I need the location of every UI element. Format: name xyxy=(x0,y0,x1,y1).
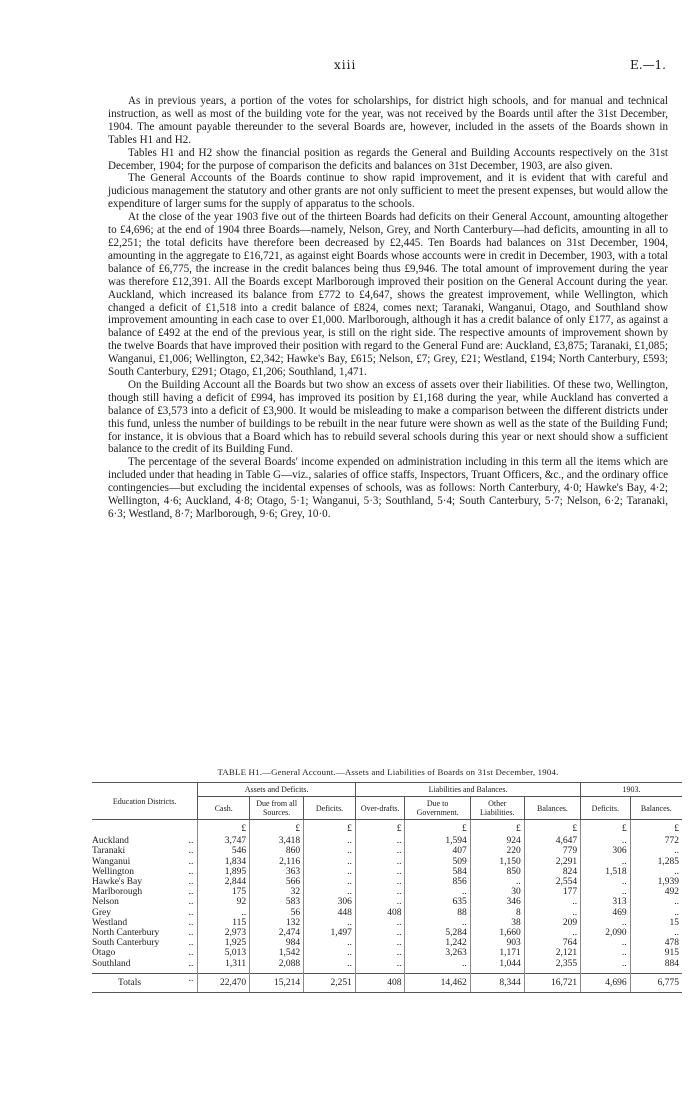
district-name: Wellington .. xyxy=(92,866,194,877)
table-row xyxy=(92,877,682,887)
table-row xyxy=(92,897,682,907)
cell-deficits-1903: .. xyxy=(581,857,631,867)
cell-due-gov: .. xyxy=(405,959,470,969)
table-row xyxy=(92,908,682,918)
table-row xyxy=(92,846,682,856)
cell-cash: 92 xyxy=(198,897,250,907)
district-name: Westland .. xyxy=(92,917,194,928)
total-overdrafts: 408 xyxy=(355,973,405,992)
cell-due-from: 566 xyxy=(250,877,304,887)
cell-deficits: 1,497 xyxy=(304,928,356,938)
total-deficits-1903: 4,696 xyxy=(581,973,631,992)
district-name: Wanganui .. xyxy=(92,856,194,867)
cell-overdrafts: .. xyxy=(355,846,405,856)
cell-deficits-1903: .. xyxy=(581,948,631,958)
cell-cash: 546 xyxy=(198,846,250,856)
cell-due-from: 363 xyxy=(250,867,304,877)
cell-balances: .. xyxy=(524,908,580,918)
cell-cash: 115 xyxy=(198,918,250,928)
paragraph: On the Building Account all the Boards but two show an excess of assets over their liabilities. Of these two, Wellington, though still having a deficit of £994, has improved its position by £1,168 during the year, while Auckland has converted a balance of £3,573 into a deficit of £3,900. It would be misleading to make a comparison between the different districts under this fund, unless the number of buildings to be rebuilt in the near future were shown as well as the state of the Building Fund; for instance, it is obvious that a Board which has to rebuild several schools during this year or next should show a sufficient balance to the credit of its Building Fund. xyxy=(108,378,668,456)
cell-due-from: 2,116 xyxy=(250,857,304,867)
cell-balances-1903: 884 xyxy=(630,959,682,969)
paragraph: As in previous years, a portion of the votes for scholarships, for district high schools, and for manual and technical instruction, as well as most of the building vote for the year, was not received by the Boards until after the 31st December, 1904. The amount payable thereunder to the several Boards are, however, included in the assets of the Boards shown in Tables H1 and H2. xyxy=(108,95,668,146)
cell-other-liab: 1,150 xyxy=(470,857,524,867)
cell-deficits-1903: .. xyxy=(581,836,631,846)
cell-balances-1903: 915 xyxy=(630,948,682,958)
cell-deficits: .. xyxy=(304,857,356,867)
cell-balances-1903: 15 xyxy=(630,918,682,928)
cell-overdrafts: .. xyxy=(355,897,405,907)
cell-other-liab: 1,044 xyxy=(470,959,524,969)
cell-other-liab: 8 xyxy=(470,908,524,918)
cell-balances: 2,121 xyxy=(524,948,580,958)
cell-cash: 3,747 xyxy=(198,836,250,846)
cell-due-from: 56 xyxy=(250,908,304,918)
paragraph: The percentage of the several Boards' income expended on administration including in this term all the items which are included under that heading in Table G—viz., salaries of office staffs, Inspectors, Truant Officers, &c., and the ordinary office contingencies—but excluding the incidental expenses of schools, was as follows: North Canterbury, 4·0; Hawke's Bay, 4·2; Wellington, 4·6; Auckland, 4·8; Otago, 5·1; Wanganui, 5·3; Southland, 5·4; South Canterbury, 5·7; Nelson, 6·2; Taranaki, 6·3; Westland, 8·7; Marlborough, 9·6; Grey, 10·0. xyxy=(108,456,668,520)
cell-due-gov: 856 xyxy=(405,877,470,887)
cell-balances-1903: 1,939 xyxy=(630,877,682,887)
cell-balances: 824 xyxy=(524,867,580,877)
cell-balances: .. xyxy=(524,897,580,907)
cell-overdrafts: .. xyxy=(355,877,405,887)
unit-label: £ xyxy=(304,820,356,837)
cell-balances-1903: 478 xyxy=(630,938,682,948)
cell-overdrafts: .. xyxy=(355,857,405,867)
column-header-balances: Balances. xyxy=(524,797,580,820)
table-row xyxy=(92,938,682,948)
cell-deficits-1903: 2,090 xyxy=(581,928,631,938)
paragraph: The General Accounts of the Boards continue to show rapid improvement, and it is evident that with careful and judicious management the statutory and other grants are not only sufficient to meet the present expenses, but would allow the expenditure of larger sums for the supply of apparatus to the schools. xyxy=(108,172,668,211)
cell-deficits: .. xyxy=(304,867,356,877)
cell-other-liab: .. xyxy=(470,877,524,887)
column-header-due-government: Due to Government. xyxy=(405,797,470,820)
cell-other-liab: 1,660 xyxy=(470,928,524,938)
district-name: Nelson .. xyxy=(92,897,194,908)
group-header-assets: Assets and Deficits. xyxy=(198,783,356,797)
cell-overdrafts: 408 xyxy=(355,908,405,918)
column-header-balances-1903: Balances. xyxy=(630,797,682,820)
cell-due-gov: .. xyxy=(405,887,470,897)
cell-other-liab: 30 xyxy=(470,887,524,897)
cell-due-gov: 3,263 xyxy=(405,948,470,958)
cell-balances: 4,647 xyxy=(524,836,580,846)
cell-balances: 209 xyxy=(524,918,580,928)
cell-overdrafts: .. xyxy=(355,948,405,958)
table-row xyxy=(92,948,682,958)
total-deficits: 2,251 xyxy=(304,973,356,992)
cell-cash: 175 xyxy=(198,887,250,897)
cell-balances: 2,554 xyxy=(524,877,580,887)
cell-overdrafts: .. xyxy=(355,887,405,897)
cell-other-liab: 38 xyxy=(470,918,524,928)
cell-deficits-1903: .. xyxy=(581,887,631,897)
table-row xyxy=(92,928,682,938)
cell-overdrafts: .. xyxy=(355,938,405,948)
cell-other-liab: 346 xyxy=(470,897,524,907)
unit-label: £ xyxy=(524,820,580,837)
cell-due-gov: 584 xyxy=(405,867,470,877)
cell-due-from: 2,088 xyxy=(250,959,304,969)
cell-deficits: 306 xyxy=(304,897,356,907)
cell-other-liab: 924 xyxy=(470,836,524,846)
cell-due-gov: .. xyxy=(405,918,470,928)
unit-row xyxy=(92,820,682,837)
total-other-liabilities: 8,344 xyxy=(470,973,524,992)
paragraph: Tables H1 and H2 show the financial position as regards the General and Building Accounts respectively on the 31st December, 1904; for the purpose of comparison the deficits and balances on 31st December, 1903, are also given. xyxy=(108,146,668,172)
cell-other-liab: 903 xyxy=(470,938,524,948)
cell-balances: 764 xyxy=(524,938,580,948)
cell-overdrafts: .. xyxy=(355,928,405,938)
cell-balances-1903: 492 xyxy=(630,887,682,897)
cell-deficits: .. xyxy=(304,918,356,928)
cell-balances-1903: .. xyxy=(630,908,682,918)
table-row xyxy=(92,836,682,846)
table-row xyxy=(92,918,682,928)
unit-label: £ xyxy=(250,820,304,837)
district-name: Grey .. xyxy=(92,907,194,918)
table-row xyxy=(92,857,682,867)
body-text xyxy=(108,95,668,521)
cell-balances-1903: 1,285 xyxy=(630,857,682,867)
column-header-due-from: Due from all Sources. xyxy=(250,797,304,820)
paragraph: At the close of the year 1903 five out of the thirteen Boards had deficits on their General Account, amounting altogether to £4,696; at the end of 1904 three Boards—namely, Nelson, Grey, and North Canterbury—had deficits, amounting in all to £2,251; the total deficits have therefore been decreased by £2,445. Ten Boards had balances on 31st December, 1904, amounting in the aggregate to £16,721, as against eight Boards whose accounts were in credit in December, 1903, with a total balance of £6,775, the increase in the credit balances being thus £9,946. The total amount of improvement during the year was therefore £12,391. All the Boards except Marlborough improved their position on the General Account during the year. Auckland, which increased its balance from £772 to £4,647, shows the greatest improvement, while Wellington, which changed a deficit of £1,518 into a credit balance of £824, comes next; Taranaki, Wanganui, Otago, and Southland show improvement amounting in each case to over £1,000. Marlborough, although it has a credit balance of only £177, as against a balance of £492 at the end of the previous year, is still on the right side. The respective amounts of improvement shown by the twelve Boards that have improved their position with regard to the General Fund are: Auckland, £3,875; Taranaki, £1,085; Wanganui, £1,006; Wellington, £2,342; Hawke's Bay, £615; Nelson, £7; Grey, £21; Westland, £194; North Canterbury, £593; South Canterbury, £291; Otago, £1,206; Southland, 1,471. xyxy=(108,211,668,379)
cell-due-from: 1,542 xyxy=(250,948,304,958)
cell-due-gov: 635 xyxy=(405,897,470,907)
total-due-government: 14,462 xyxy=(405,973,470,992)
cell-due-from: 32 xyxy=(250,887,304,897)
cell-deficits-1903: .. xyxy=(581,959,631,969)
group-header-1903: 1903. xyxy=(581,783,682,797)
cell-cash: .. xyxy=(198,908,250,918)
cell-cash: 1,895 xyxy=(198,867,250,877)
group-header-liabilities: Liabilities and Balances. xyxy=(355,783,580,797)
cell-overdrafts: .. xyxy=(355,918,405,928)
district-name: Taranaki .. xyxy=(92,846,194,857)
cell-due-gov: 1,594 xyxy=(405,836,470,846)
cell-overdrafts: .. xyxy=(355,959,405,969)
cell-balances: 2,291 xyxy=(524,857,580,867)
cell-deficits: .. xyxy=(304,846,356,856)
cell-deficits-1903: .. xyxy=(581,938,631,948)
total-balances-1903: 6,775 xyxy=(630,973,682,992)
column-header-deficits-1903: Deficits. xyxy=(581,797,631,820)
cell-other-liab: 220 xyxy=(470,846,524,856)
district-name: North Canterbury .. xyxy=(92,928,194,939)
table-row xyxy=(92,887,682,897)
column-header-cash: Cash. xyxy=(198,797,250,820)
cell-balances: 2,355 xyxy=(524,959,580,969)
cell-deficits: .. xyxy=(304,887,356,897)
district-name: Southland .. xyxy=(92,958,194,969)
total-balances: 16,721 xyxy=(524,973,580,992)
table-title: TABLE H1.—General Account.—Assets and Liabilities of Boards on 31st December, 1904. xyxy=(217,767,559,777)
district-name: Auckland .. xyxy=(92,836,194,847)
cell-other-liab: 1,171 xyxy=(470,948,524,958)
unit-label: £ xyxy=(198,820,250,837)
cell-deficits-1903: 469 xyxy=(581,908,631,918)
column-header-overdrafts: Over-drafts. xyxy=(355,797,405,820)
unit-label: £ xyxy=(581,820,631,837)
cell-due-gov: 509 xyxy=(405,857,470,867)
cell-balances-1903: .. xyxy=(630,897,682,907)
cell-deficits: .. xyxy=(304,877,356,887)
cell-deficits: .. xyxy=(304,836,356,846)
cell-due-from: 583 xyxy=(250,897,304,907)
document-reference: E.—1. xyxy=(629,58,666,72)
district-name: Marlborough .. xyxy=(92,887,194,898)
column-header-other-liabilities: Other Liabilities. xyxy=(470,797,524,820)
district-name: Otago .. xyxy=(92,948,194,959)
cell-due-from: 984 xyxy=(250,938,304,948)
cell-balances-1903: .. xyxy=(630,846,682,856)
cell-balances: 177 xyxy=(524,887,580,897)
cell-deficits: .. xyxy=(304,948,356,958)
general-account-table xyxy=(92,782,682,993)
cell-overdrafts: .. xyxy=(355,836,405,846)
total-due-from: 15,214 xyxy=(250,973,304,992)
cell-due-gov: 5,284 xyxy=(405,928,470,938)
cell-other-liab: 850 xyxy=(470,867,524,877)
cell-cash: 2,973 xyxy=(198,928,250,938)
totals-row xyxy=(92,973,682,992)
cell-due-from: 3,418 xyxy=(250,836,304,846)
cell-due-gov: 1,242 xyxy=(405,938,470,948)
unit-label: £ xyxy=(470,820,524,837)
unit-label: £ xyxy=(355,820,405,837)
table-row xyxy=(92,867,682,877)
cell-balances: .. xyxy=(524,928,580,938)
totals-label: Totals .. xyxy=(92,973,198,992)
cell-due-from: 860 xyxy=(250,846,304,856)
page-number: xiii xyxy=(334,58,357,72)
cell-deficits-1903: 313 xyxy=(581,897,631,907)
cell-deficits-1903: .. xyxy=(581,918,631,928)
cell-cash: 1,834 xyxy=(198,857,250,867)
cell-cash: 5,013 xyxy=(198,948,250,958)
cell-balances-1903: 772 xyxy=(630,836,682,846)
page-header xyxy=(0,58,700,74)
cell-deficits-1903: 306 xyxy=(581,846,631,856)
total-cash: 22,470 xyxy=(198,973,250,992)
cell-due-from: 132 xyxy=(250,918,304,928)
column-header-deficits: Deficits. xyxy=(304,797,356,820)
cell-cash: 1,925 xyxy=(198,938,250,948)
unit-label: £ xyxy=(405,820,470,837)
cell-due-gov: 88 xyxy=(405,908,470,918)
cell-due-from: 2,474 xyxy=(250,928,304,938)
table-row xyxy=(92,959,682,969)
column-header-district: Education Districts. xyxy=(92,783,198,820)
cell-balances-1903: .. xyxy=(630,928,682,938)
cell-cash: 1,311 xyxy=(198,959,250,969)
district-name: South Canterbury .. xyxy=(92,938,194,949)
cell-balances-1903: .. xyxy=(630,867,682,877)
cell-deficits-1903: .. xyxy=(581,877,631,887)
cell-deficits: .. xyxy=(304,938,356,948)
cell-deficits: .. xyxy=(304,959,356,969)
cell-balances: 779 xyxy=(524,846,580,856)
district-name: Hawke's Bay .. xyxy=(92,877,194,888)
cell-cash: 2,844 xyxy=(198,877,250,887)
cell-deficits-1903: 1,518 xyxy=(581,867,631,877)
unit-label: £ xyxy=(630,820,682,837)
cell-deficits: 448 xyxy=(304,908,356,918)
cell-overdrafts: .. xyxy=(355,867,405,877)
cell-due-gov: 407 xyxy=(405,846,470,856)
